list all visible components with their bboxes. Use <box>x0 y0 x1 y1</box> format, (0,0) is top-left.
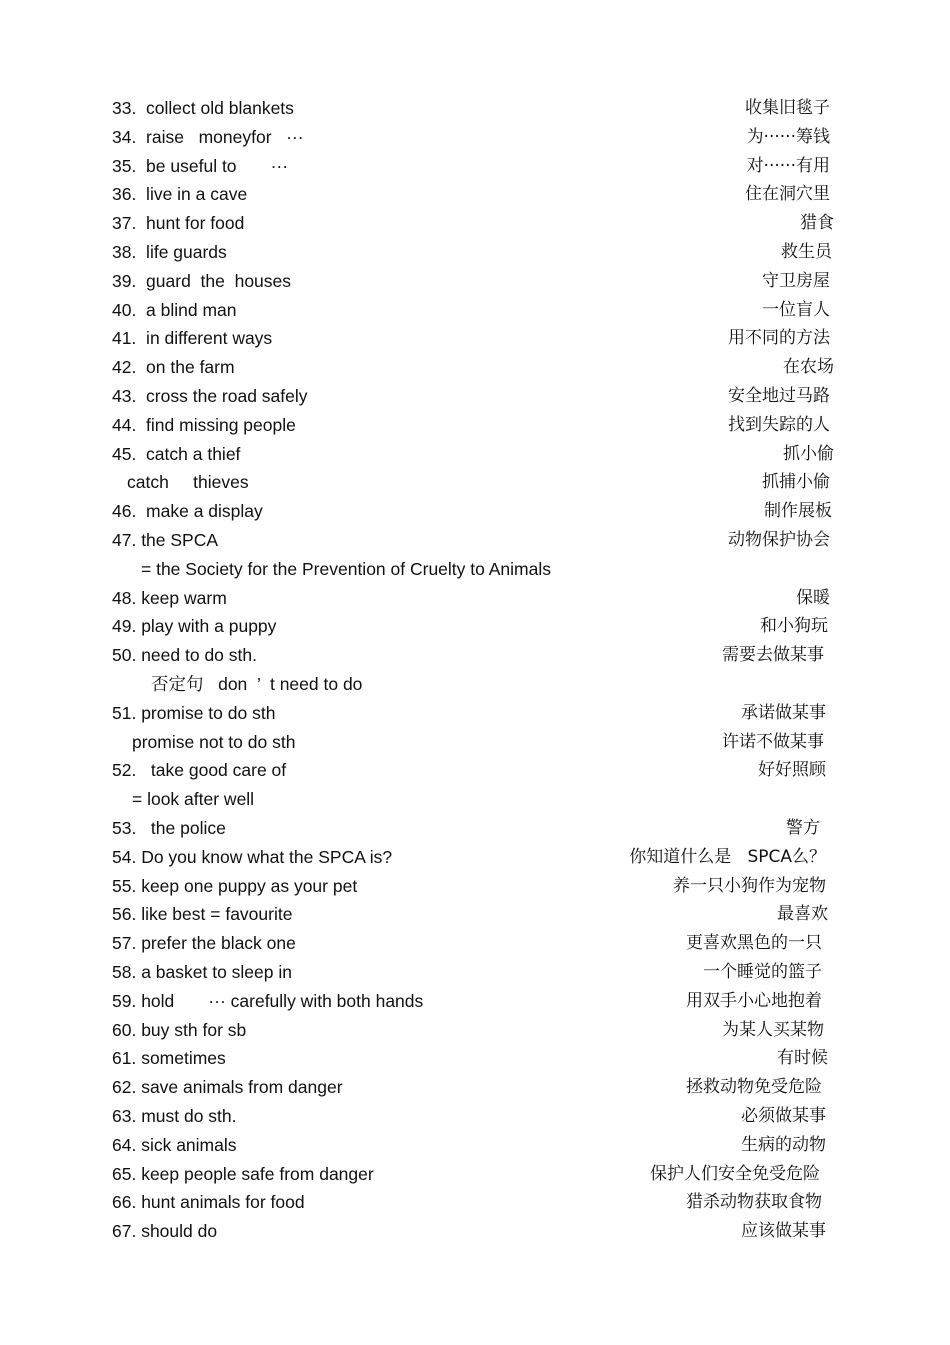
english-phrase: 33. collect old blankets <box>112 98 294 118</box>
english-phrase: 否定句 don ’ t need to do <box>151 674 363 694</box>
english-phrase: 60. buy sth for sb <box>112 1019 247 1040</box>
chinese-translation: 安全地过马路 <box>728 386 830 406</box>
english-phrase: 43. cross the road safely <box>112 386 308 406</box>
chinese-translation: 保护人们安全免受危险 <box>650 1163 820 1184</box>
vocab-row <box>0 785 950 814</box>
chinese-translation: 许诺不做某事 <box>722 731 824 752</box>
chinese-translation: 警方 <box>786 818 820 838</box>
english-phrase: 56. like best = favourite <box>112 904 293 925</box>
english-phrase: 50. need to do sth. <box>112 645 257 666</box>
english-phrase: 34. raise moneyfor ··· <box>112 126 304 147</box>
english-phrase: 57. prefer the black one <box>112 933 296 954</box>
english-phrase: 55. keep one puppy as your pet <box>112 875 358 896</box>
vocab-row <box>0 267 950 296</box>
chinese-translation: 你知道什么是 SPCA么？ <box>629 846 826 867</box>
english-phrase: = the Society for the Prevention of Cruelty to Animals <box>141 558 552 579</box>
english-phrase: 49. play with a puppy <box>112 616 277 637</box>
english-phrase: 47. the SPCA <box>112 530 219 550</box>
english-phrase: 64. sick animals <box>112 1134 237 1155</box>
vocab-row <box>0 929 950 958</box>
vocab-row <box>0 1160 950 1189</box>
chinese-translation: 和小狗玩 <box>760 616 828 637</box>
vocab-row <box>0 238 950 267</box>
chinese-translation: 猎食 <box>800 213 834 234</box>
english-phrase: 58. a basket to sleep in <box>112 962 292 982</box>
english-phrase: 38. life guards <box>112 242 227 262</box>
english-phrase: 51. promise to do sth <box>112 702 276 723</box>
vocab-row <box>0 180 950 209</box>
chinese-translation: 制作展板 <box>764 501 832 522</box>
vocab-row <box>0 958 950 987</box>
chinese-translation: 好好照顾 <box>758 760 826 781</box>
vocab-row <box>0 699 950 728</box>
vocab-row <box>0 670 950 699</box>
vocab-row <box>0 1102 950 1131</box>
vocab-row <box>0 900 950 929</box>
chinese-translation: 为某人买某物 <box>722 1019 824 1040</box>
vocab-row <box>0 641 950 670</box>
chinese-translation: 抓小偷 <box>783 443 834 464</box>
vocab-row <box>0 872 950 901</box>
english-phrase: 67. should do <box>112 1221 218 1242</box>
vocab-row <box>0 526 950 555</box>
vocab-row <box>0 756 950 785</box>
english-phrase: 54. Do you know what the SPCA is? <box>112 846 393 867</box>
vocab-row <box>0 1188 950 1217</box>
english-phrase: 65. keep people safe from danger <box>112 1163 374 1184</box>
chinese-translation: 应该做某事 <box>741 1221 826 1242</box>
english-phrase: 52. take good care of <box>112 760 287 781</box>
english-phrase: 61. sometimes <box>112 1048 226 1069</box>
vocab-row <box>0 382 950 411</box>
vocab-row <box>0 353 950 382</box>
chinese-translation: 最喜欢 <box>777 904 828 925</box>
chinese-translation: 必须做某事 <box>741 1106 826 1126</box>
english-phrase: 45. catch a thief <box>112 443 241 464</box>
chinese-translation: 找到失踪的人 <box>728 414 830 435</box>
vocab-row <box>0 411 950 440</box>
english-phrase: 62. save animals from danger <box>112 1077 343 1098</box>
vocab-row <box>0 209 950 238</box>
chinese-translation: 在农场 <box>783 357 834 378</box>
english-phrase: 44. find missing people <box>112 414 296 435</box>
english-phrase: = look after well <box>132 789 255 810</box>
english-phrase: catch thieves <box>127 472 249 493</box>
vocab-row <box>0 468 950 497</box>
chinese-translation: 用不同的方法 <box>728 328 830 349</box>
vocab-row <box>0 1016 950 1045</box>
chinese-translation: 对······有用 <box>746 155 830 176</box>
chinese-translation: 有时候 <box>777 1048 828 1069</box>
english-phrase: 63. must do sth. <box>112 1106 237 1126</box>
english-phrase: 53. the police <box>112 818 226 838</box>
vocab-row <box>0 152 950 181</box>
chinese-translation: 救生员 <box>781 242 832 262</box>
chinese-translation: 用双手小心地抱着 <box>686 990 822 1011</box>
vocab-row <box>0 987 950 1016</box>
chinese-translation: 一个睡觉的篮子 <box>703 962 822 982</box>
english-phrase: 48. keep warm <box>112 587 227 608</box>
vocab-row <box>0 555 950 584</box>
chinese-translation: 养一只小狗作为宠物 <box>673 875 826 896</box>
chinese-translation: 收集旧毯子 <box>745 98 830 118</box>
vocab-row <box>0 1131 950 1160</box>
vocab-row <box>0 814 950 843</box>
vocab-row <box>0 324 950 353</box>
vocab-row <box>0 94 950 123</box>
chinese-translation: 生病的动物 <box>741 1134 826 1155</box>
chinese-translation: 保暖 <box>796 587 830 608</box>
english-phrase: promise not to do sth <box>132 731 296 752</box>
english-phrase: 59. hold ··· carefully with both hands <box>112 990 424 1011</box>
chinese-translation: 抓捕小偷 <box>762 472 830 493</box>
vocab-row <box>0 843 950 872</box>
chinese-translation: 承诺做某事 <box>741 702 826 723</box>
english-phrase: 66. hunt animals for food <box>112 1192 305 1213</box>
chinese-translation: 住在洞穴里 <box>745 184 830 205</box>
english-phrase: 40. a blind man <box>112 299 237 320</box>
chinese-translation: 拯救动物免受危险 <box>686 1077 822 1098</box>
chinese-translation: 一位盲人 <box>762 299 830 320</box>
english-phrase: 35. be useful to ··· <box>112 155 289 176</box>
english-phrase: 41. in different ways <box>112 328 273 349</box>
chinese-translation: 动物保护协会 <box>728 530 830 550</box>
english-phrase: 39. guard the houses <box>112 270 292 291</box>
chinese-translation: 守卫房屋 <box>762 270 830 291</box>
english-phrase: 42. on the farm <box>112 357 235 378</box>
vocab-row <box>0 1217 950 1246</box>
chinese-translation: 为······筹钱 <box>746 126 830 147</box>
english-phrase: 46. make a display <box>112 501 263 522</box>
vocab-row <box>0 497 950 526</box>
vocab-row <box>0 612 950 641</box>
vocab-row <box>0 728 950 757</box>
vocab-row <box>0 584 950 613</box>
chinese-translation: 猎杀动物获取食物 <box>686 1192 822 1213</box>
chinese-translation: 需要去做某事 <box>722 645 824 666</box>
english-phrase: 37. hunt for food <box>112 213 245 234</box>
chinese-translation: 更喜欢黑色的一只 <box>686 933 822 954</box>
vocab-row <box>0 1073 950 1102</box>
vocab-row <box>0 440 950 469</box>
vocab-row <box>0 1044 950 1073</box>
vocab-row <box>0 123 950 152</box>
english-phrase: 36. live in a cave <box>112 184 248 205</box>
vocab-row <box>0 296 950 325</box>
